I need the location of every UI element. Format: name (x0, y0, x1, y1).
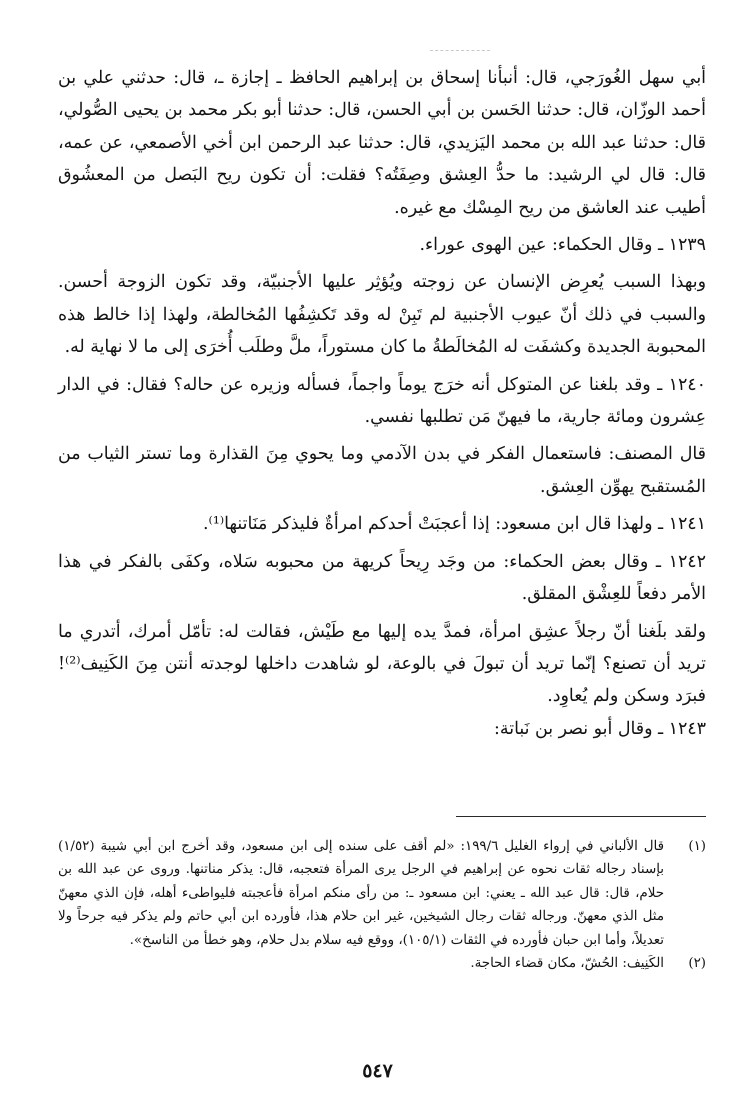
paragraph: ١٢٤١ ـ ولهذا قال ابن مسعود: إذا أعجبَتْ أحدكم امرأةٌ فليذكر مَنَاتنها⁽¹⁾. (203, 514, 706, 535)
footnote-separator (456, 816, 706, 817)
main-text (58, 62, 706, 745)
footnote (58, 952, 706, 975)
paragraph: وبهذا السبب يُعرِض الإنسان عن زوجته ويُؤثِر عليها الأجنبيّة، وقد تكون الزوجة أحسن. والسبب في ذلك أنّ عيوب الأجنبية لم تَبِنْ له وقد تَكشِفُها المُخالطة، ولهذا إذا خالط هذه المحبوبة الجديدة وكشفَت له المُخالَطةُ ما كان مستوراً، ملَّ وطلَب أُخرَى إلى ما لا نهاية له. (58, 272, 706, 358)
paragraph: ١٢٤٠ ـ وقد بلغنا عن المتوكل أنه خرَج يوماً واجماً، فسأله وزيره عن حاله؟ فقال: في الدار عِشرون ومائة جارية، ما فيهنّ مَن تطلبها نفسي. (58, 374, 706, 428)
paragraph: ١٢٤٣ ـ وقال أبو نصر بن نَباتة: (494, 718, 706, 739)
header-mark (430, 50, 490, 51)
paragraph: ولقد بلَغنا أنّ رجلاً عشِق امرأة، فمدَّ يده إليها مع طَيْش، فقالت له: تأمّل أمرك، أتدري ما تريد أن تصنع؟ إنّما تريد أن تبولَ في بالوعة، لو شاهدت داخلها لوجدته أنتن مِنَ الكَنِيف⁽²⁾! فبرَد وسكن ولم يُعاوِد. (58, 621, 706, 707)
footnote-text: الكَنِيف: الحُشّ، مكان قضاء الحاجة. (470, 956, 664, 972)
footnote-number: (٢) (688, 956, 706, 972)
paragraph: ١٢٤٢ ـ وقال بعض الحكماء: من وجَد رِيحاً كريهة من محبوبه سَلاه، وكفَى بالفكر في هذا الأمر دفعاً للعِشْق المقلق. (58, 551, 706, 605)
footnote (58, 835, 706, 952)
paragraph: أبي سهل الغُورَجي، قال: أنبأنا إسحاق بن إبراهيم الحافظ ـ إجازة ـ، قال: حدثني علي بن أحمد الوزّان، قال: حدثنا الحَسن بن أبي الحسن، قال: حدثنا أبو بكر محمد بن يحيى الصُّولي، قال: حدثنا عبد الله بن محمد اليَزيدي، قال: حدثنا عبد الرحمن ابن أخي الأصمعي، عن عمه، قال: قال لي الرشيد: ما حدُّ العِشق وصِفَتُه؟ فقلت: أن تكون ريح البَصل من المعشُوق أطيب عند العاشق من ريح المِسْك مع غيره. (58, 68, 706, 218)
paragraph: قال المصنف: فاستعمال الفكر في بدن الآدمي وما يحوي مِنَ القذارة وما تستر الثياب من المُستقبح يهوِّن العِشق. (58, 444, 706, 497)
page-number: ٥٤٧ (362, 1060, 393, 1082)
footnote-text: قال الألباني في إرواء الغليل ١٩٩/٦: «لم أقف على سنده إلى ابن مسعود، وقد أخرج ابن أبي شيبة (١/٥٢) بإسناد رجاله ثقات نحوه عن إبراهيم في الرجل يرى المرأة فتعجبه، قال: يذكر مناتنها. وروى عن عبد الله بن حلام، قال: قال عبد الله ـ يعني: ابن مسعود ـ: من رأى منكم امرأة فأعجبته فليواطىء أهله، فإن الذي معهنّ مثل الذي معهنّ. ورجاله ثقات رجال الشيخين، غير ابن حلام هذا، فأورده ابن أبي حاتم ولم يذكر فيه جرحاً ولا تعديلاً، وأما ابن حبان فأورده في الثقات (١٠٥/١)، ووقع فيه سلام بدل حلام، وهو خطأ من الناسخ». (58, 839, 665, 948)
footnote-number: (١) (688, 839, 706, 854)
footnotes (58, 835, 706, 975)
paragraph: ١٢٣٩ ـ وقال الحكماء: عين الهوى عوراء. (419, 235, 706, 256)
